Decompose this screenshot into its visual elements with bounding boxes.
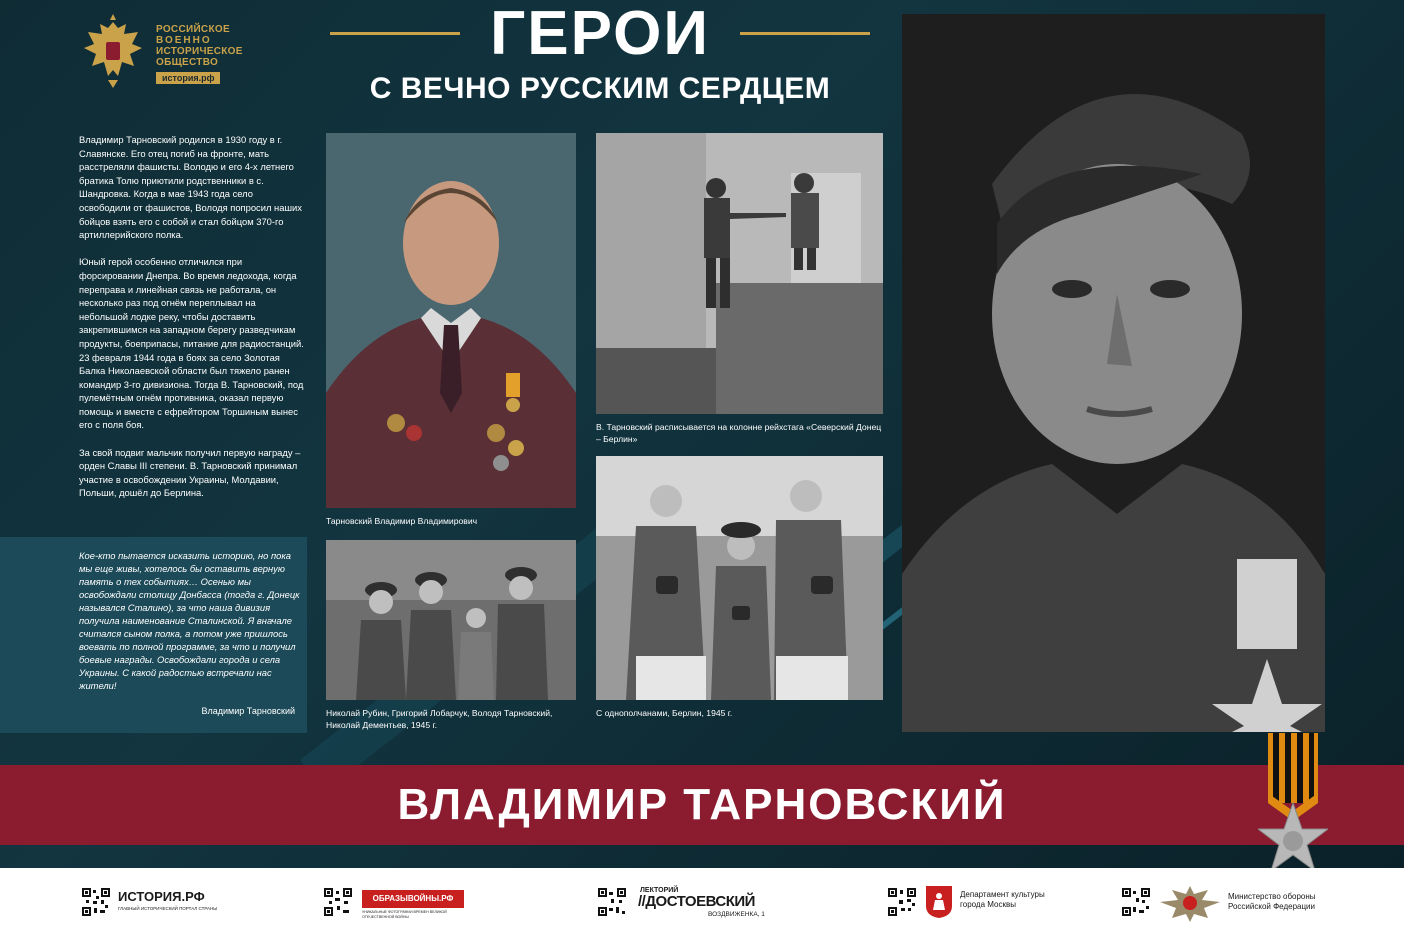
footer-title bbox=[1228, 892, 1316, 912]
footer-sub: ЛЕКТОРИЙ bbox=[640, 887, 679, 894]
mod-emblem-icon bbox=[1158, 884, 1222, 922]
footer-title bbox=[960, 890, 1045, 910]
footer-link-moscow-culture[interactable] bbox=[888, 886, 1058, 920]
portrait-figure bbox=[326, 133, 576, 508]
page-subtitle: С ВЕЧНО РУССКИМ СЕРДЦЕМ bbox=[369, 72, 831, 105]
qr-code-icon bbox=[324, 888, 352, 916]
footer-line: Департамент культуры bbox=[960, 890, 1045, 899]
footer-sub: ГЛАВНЫЙ ИСТОРИЧЕСКИЙ ПОРТАЛ СТРАНЫ bbox=[118, 906, 218, 911]
qr-code-icon bbox=[888, 888, 916, 916]
bio-paragraph: Юный герой особенно отличился при форсировании Днепра. Во время ледохода, когда переправа и линейная связь не работала, он несколько раз под огнём переплывал на небольшой лодке реку, чтобы доставить закрепившимся на западном берегу разведчикам продукты, боеприпасы, питание для радиостанций. 23 февраля 1944 года в боях за село Золотая Балка Николаевской области был тяжело ранен командир 3-го дивизиона. Тогда В. Тарновский, под пулемётным огнём противника, оказал первую помощь и вместе с ефрейтором Торшиным вынес его с поля боя. bbox=[79, 256, 304, 431]
photo-berlin-1945 bbox=[596, 456, 883, 700]
page-title: ГЕРОИ bbox=[490, 0, 710, 68]
photo-group-1945 bbox=[326, 540, 576, 700]
reichstag-scene bbox=[596, 133, 883, 414]
title-rule-right bbox=[740, 32, 870, 35]
site-badge: история.рф bbox=[156, 72, 220, 84]
footer-link-istoriya[interactable] bbox=[82, 886, 222, 920]
group-scene bbox=[326, 540, 576, 700]
rvio-logo[interactable] bbox=[80, 14, 243, 88]
photo-reichstag bbox=[596, 133, 883, 414]
biography bbox=[79, 133, 304, 514]
footer bbox=[0, 868, 1404, 937]
hero-name: ВЛАДИМИР ТАРНОВСКИЙ bbox=[397, 780, 1007, 829]
footer-title: ИСТОРИЯ.РФ bbox=[118, 889, 205, 904]
org-line: РОССИЙСКОЕ bbox=[156, 24, 230, 35]
org-line: ИСТОРИЧЕСКОЕ bbox=[156, 46, 243, 57]
org-name bbox=[156, 24, 243, 68]
footer-link-dostoevsky[interactable] bbox=[598, 886, 778, 920]
photo-portrait bbox=[326, 133, 576, 508]
footer-title: //ДОСТОЕВСКИЙ bbox=[638, 893, 755, 910]
name-band bbox=[0, 765, 1404, 845]
qr-code-icon bbox=[82, 888, 110, 916]
footer-line: Министерство обороны bbox=[1228, 892, 1316, 901]
footer-sub: ВОЗДВИЖЕНКА, 1 bbox=[708, 911, 765, 918]
photo-boy-portrait bbox=[902, 14, 1325, 732]
portrait-caption: Тарновский Владимир Владимирович bbox=[326, 516, 478, 526]
double-headed-eagle-icon bbox=[80, 14, 146, 88]
footer-sub: УНИКАЛЬНЫЕ ФОТОГРАФИИ ВРЕМЕН ВЕЛИКОЙ ОТЕЧЕСТВЕННОЙ ВОЙНЫ bbox=[362, 910, 447, 919]
qr-code-icon bbox=[1122, 888, 1150, 916]
berlin-scene bbox=[596, 456, 883, 700]
moscow-coat-of-arms-icon bbox=[926, 886, 952, 918]
footer-link-mod[interactable] bbox=[1122, 886, 1332, 920]
quote-author: Владимир Тарновский bbox=[201, 706, 295, 716]
org-line: ВОЕННО bbox=[156, 35, 212, 46]
berlin-caption: С однополчанами, Берлин, 1945 г. bbox=[596, 708, 733, 718]
footer-title: ОБРАЗЫВОЙНЫ.РФ bbox=[362, 890, 464, 908]
footer-line: города Москвы bbox=[960, 900, 1016, 909]
footer-link-obrazyvoyny[interactable] bbox=[324, 886, 469, 920]
bio-paragraph: Владимир Тарновский родился в 1930 году в г. Славянске. Его отец погиб на фронте, мать расстреляли фашисты. Володю и его 4-х летнего братика Толю приютили родственники в с. Шандровка. Когда в мае 1943 года село освободили от фашистов, Володя попросил наших бойцов взять его с собой и стал бойцом 370-го артиллерийского полка. bbox=[79, 134, 302, 241]
qr-code-icon bbox=[598, 888, 626, 916]
boy-figure bbox=[902, 14, 1325, 732]
header bbox=[330, 0, 870, 106]
order-of-glory-icon bbox=[1258, 733, 1328, 868]
org-line: ОБЩЕСТВО bbox=[156, 57, 219, 68]
group-caption: Николай Рубин, Григорий Лобарчук, Володя Тарновский, Николай Дементьев, 1945 г. bbox=[326, 708, 553, 730]
title-rule-left bbox=[330, 32, 460, 35]
quote-text: Кое-кто пытается исказить историю, но пока мы еще живы, хотелось бы оставить верную память о тех событиях… Осенью мы освобождали столицу Донбасса (тогда г. Донецк назывался Сталино), за что наша дивизия получила наименование Сталинской. Я вначале считался сыном полка, а потом уже пришлось воевать по полной программе, за что и получил боевые награды. Освобождали города и села Украины. С какой радостью встречали нас жители! bbox=[79, 550, 300, 691]
bio-paragraph: За свой подвиг мальчик получил первую награду – орден Славы III степени. В. Тарновский принимал участие в освобождении Украины, Молдавии, Польши, дошёл до Берлина. bbox=[79, 446, 301, 499]
reichstag-caption: В. Тарновский расписывается на колонне рейхстага «Северский Донец – Берлин» bbox=[596, 422, 882, 444]
footer-line: Российской Федерации bbox=[1228, 902, 1315, 911]
